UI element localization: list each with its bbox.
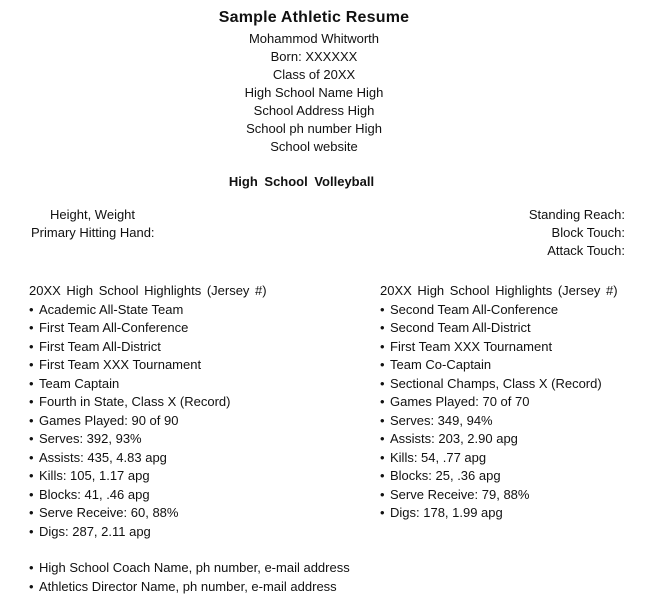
block-touch-label: Block Touch: bbox=[551, 225, 625, 240]
attack-touch-label: Attack Touch: bbox=[547, 243, 625, 258]
athlete-name: Mohammod Whitworth bbox=[248, 31, 380, 46]
highlights-list bbox=[29, 301, 267, 542]
list-item: • Serves: 349, 94% bbox=[380, 412, 618, 431]
list-item: • Academic All-State Team bbox=[29, 301, 267, 320]
list-item: • Assists: 435, 4.83 apg bbox=[29, 449, 267, 468]
list-item: • Second Team All-Conference bbox=[380, 301, 618, 320]
coach-contact: • High School Coach Name, ph number, e-mail address bbox=[29, 559, 350, 578]
school-phone: School ph number High bbox=[246, 121, 382, 136]
list-item: • Second Team All-District bbox=[380, 319, 618, 338]
athletic-director-contact: • Athletics Director Name, ph number, e-mail address bbox=[29, 578, 350, 597]
highlights-left-column bbox=[29, 282, 267, 541]
list-item: • First Team XXX Tournament bbox=[29, 356, 267, 375]
birth-date: Born: XXXXXX bbox=[270, 49, 358, 64]
school-name: High School Name High bbox=[244, 85, 384, 100]
sport-heading: High School Volleyball bbox=[228, 174, 375, 189]
list-item: • Digs: 287, 2.11 apg bbox=[29, 523, 267, 542]
list-item: • Games Played: 90 of 90 bbox=[29, 412, 267, 431]
contacts-list bbox=[29, 559, 350, 596]
list-item: • First Team All-District bbox=[29, 338, 267, 357]
list-item: • First Team All-Conference bbox=[29, 319, 267, 338]
highlights-heading: 20XX High School Highlights (Jersey #) bbox=[29, 283, 267, 298]
physical-stats-right bbox=[529, 206, 625, 260]
list-item: • Fourth in State, Class X (Record) bbox=[29, 393, 267, 412]
list-item: • Kills: 105, 1.17 apg bbox=[29, 467, 267, 486]
school-website: School website bbox=[270, 139, 358, 154]
list-item: • Digs: 178, 1.99 apg bbox=[380, 504, 618, 523]
list-item: • Kills: 54, .77 apg bbox=[380, 449, 618, 468]
highlights-right-column bbox=[380, 282, 618, 523]
list-item: • Team Co-Captain bbox=[380, 356, 618, 375]
list-item: • Games Played: 70 of 70 bbox=[380, 393, 618, 412]
list-item: • Blocks: 25, .36 apg bbox=[380, 467, 618, 486]
references bbox=[29, 559, 350, 596]
highlights-heading: 20XX High School Highlights (Jersey #) bbox=[380, 283, 618, 298]
highlights-list bbox=[380, 301, 618, 523]
list-item: • Blocks: 41, .46 apg bbox=[29, 486, 267, 505]
list-item: • First Team XXX Tournament bbox=[380, 338, 618, 357]
list-item: • Serves: 392, 93% bbox=[29, 430, 267, 449]
school-address: School Address High bbox=[253, 103, 375, 118]
physical-stats-left bbox=[31, 206, 155, 242]
graduation-class: Class of 20XX bbox=[272, 67, 356, 82]
list-item: • Serve Receive: 79, 88% bbox=[380, 486, 618, 505]
resume-title: Sample Athletic Resume bbox=[218, 9, 410, 26]
list-item: • Sectional Champs, Class X (Record) bbox=[380, 375, 618, 394]
hitting-hand-label: Primary Hitting Hand: bbox=[31, 225, 155, 240]
height-weight-label: Height, Weight bbox=[50, 207, 136, 222]
list-item: • Team Captain bbox=[29, 375, 267, 394]
standing-reach-label: Standing Reach: bbox=[528, 207, 625, 222]
list-item: • Assists: 203, 2.90 apg bbox=[380, 430, 618, 449]
personal-info bbox=[0, 30, 628, 156]
list-item: • Serve Receive: 60, 88% bbox=[29, 504, 267, 523]
